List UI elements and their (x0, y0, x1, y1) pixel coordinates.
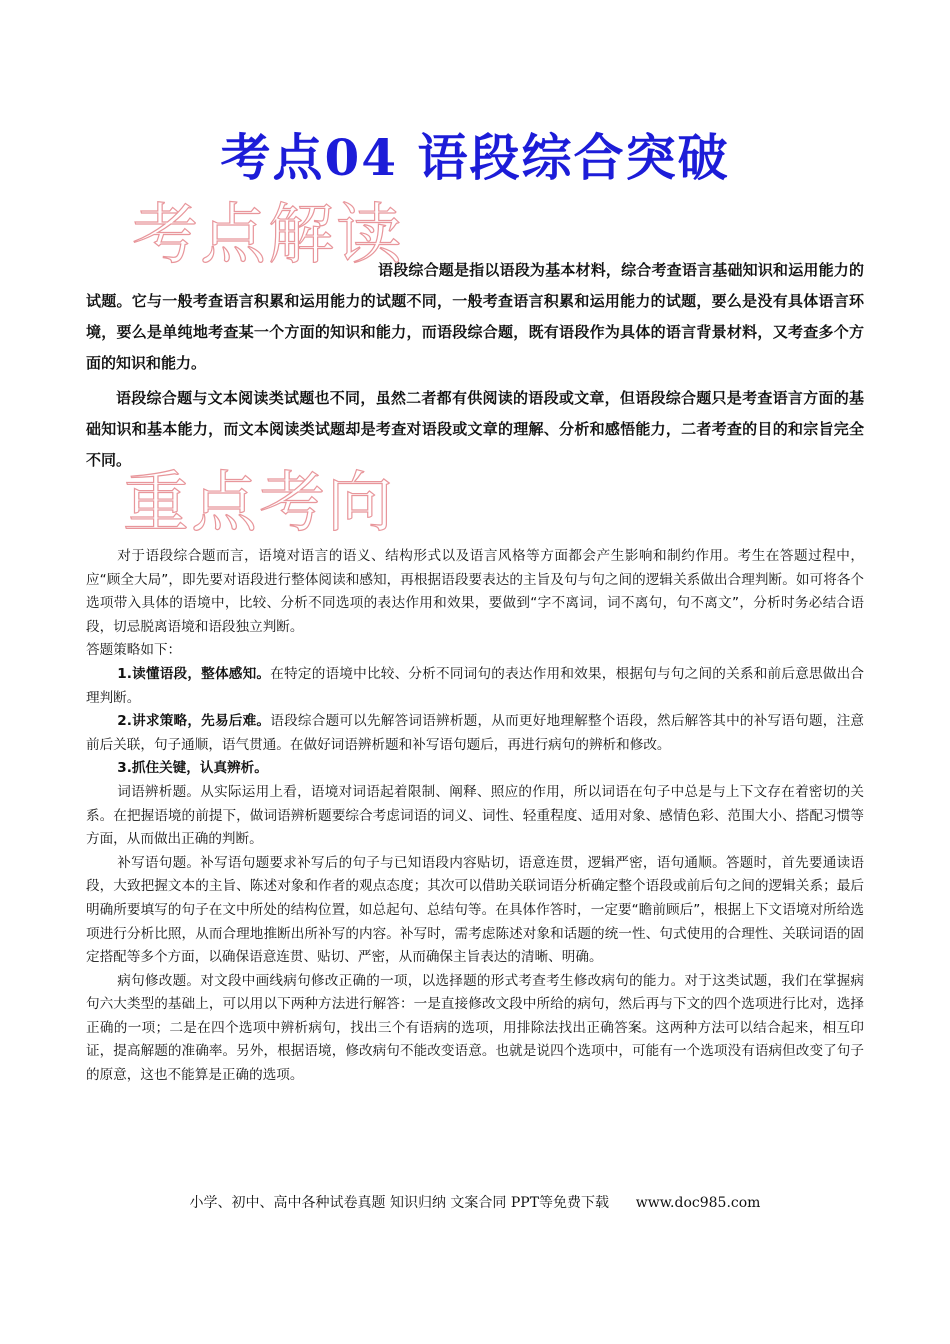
section-zhongdian-kaoxiang (86, 545, 864, 1088)
strategy-body: 语段综合题可以先解答词语辨析题，从而更好地理解整个语段，然后解答其中的补写语句题，注意前后关联，句子通顺，语气贯通。在做好词语辨析题和补写语句题后，再进行病句的辨析和修改。 (86, 713, 865, 753)
section-watermark-kaodian-jiedu: 考点解读 (132, 196, 404, 273)
footer-url: www.doc985.com (635, 1195, 761, 1211)
page-title: 考点04 语段综合突破 (220, 128, 730, 187)
section-watermark-zhongdian-kaoxiang: 重点考向 (123, 464, 395, 541)
strategy-heading: 1.读懂语段，整体感知。 (117, 665, 271, 682)
paragraph: 语段综合题与文本阅读类试题也不同，虽然二者都有供阅读的语段或文章，但语段综合题只是考查语言方面的基础知识和基本能力，而文本阅读类试题却是考查对语段或文章的理解、分析和感悟能力，二者考查的目的和宗旨完全不同。 (86, 389, 864, 469)
strategy-item (86, 757, 864, 781)
page-footer (0, 1192, 950, 1212)
paragraph: 语段综合题是指以语段为基本材料，综合考查语言基础知识和运用能力的试题。它与一般考查语言积累和运用能力的试题不同，一般考查语言积累和运用能力的试题，要么是没有具体语言环境，要么是单纯地考查某一个方面的知识和能力，而语段综合题，既有语段作为具体的语言背景材料，又考查多个方面的知识和能力。 (86, 261, 864, 372)
paragraph: 病句修改题。对文段中画线病句修改正确的一项，以选择题的形式考查考生修改病句的能力。对于这类试题，我们在掌握病句六大类型的基础上，可以用以下两种方法进行解答：一是直接修改文段中所给的病句，然后再与下文的四个选项进行比对，选择正确的一项；二是在四个选项中辨析病句，找出三个有语病的选项，用排除法找出正确答案。这两种方法可以结合起来，相互印证，提高解题的准确率。另外，根据语境，修改病句不能改变语意。也就是说四个选项中，可能有一个选项没有语病但改变了句子的原意，这也不能算是正确的选项。 (86, 972, 864, 1084)
strategy-item (86, 710, 864, 757)
paragraph: 答题策略如下： (86, 642, 182, 659)
strategy-body: 在特定的语境中比较、分析不同词句的表达作用和效果，根据句与句之间的关系和前后意思做出合理判断。 (86, 665, 865, 706)
section-kaodian-jiedu (86, 255, 864, 476)
strategy-heading: 2.讲求策略，先易后难。 (117, 713, 271, 730)
strategy-item (86, 663, 864, 710)
paragraph: 词语辨析题。从实际运用上看，语境对词语起着限制、阐释、照应的作用，所以词语在句子中总是与上下文存在着密切的关系。在把握语境的前提下，做词语辨析题要综合考虑词语的词义、词性、轻重程度、适用对象、感情色彩、范围大小、搭配习惯等方面，从而做出正确的判断。 (86, 783, 864, 848)
paragraph: 补写语句题。补写语句题要求补写后的句子与已知语段内容贴切，语意连贯，逻辑严密，语句通顺。答题时，首先要通读语段，大致把握文本的主旨、陈述对象和作者的观点态度；其次可以借助关联词语分析确定整个语段或前后句之间的逻辑关系；最后明确所要填写的句子在文中所处的结构位置，如总起句、总结句等。在具体作答时，一定要“瞻前顾后”，根据上下文语境对所给选项进行分析比照，从而合理地推断出所补写的内容。补写时，需考虑陈述对象和话题的统一性、句式使用的合理性、关联词语的固定搭配等多个方面，以确保语意连贯、贴切、严密，从而确保主旨表达的清晰、明确。 (86, 854, 864, 966)
footer-text: 小学、初中、高中各种试卷真题 知识归纳 文案合同 PPT等免费下载 (189, 1195, 610, 1211)
paragraph: 对于语段综合题而言，语境对语言的语义、结构形式以及语言风格等方面都会产生影响和制约作用。考生在答题过程中，应“顾全大局”，即先要对语段进行整体阅读和感知，再根据语段要表达的主旨及句与句之间的逻辑关系做出合理判断。如可将各个选项带入具体的语境中，比较、分析不同选项的表达作用和效果，要做到“字不离词，词不离句，句不离文”，分析时务必结合语段，切忌脱离语境和语段独立判断。 (86, 548, 864, 635)
strategy-heading: 3.抓住关键，认真辨析。 (117, 760, 268, 777)
